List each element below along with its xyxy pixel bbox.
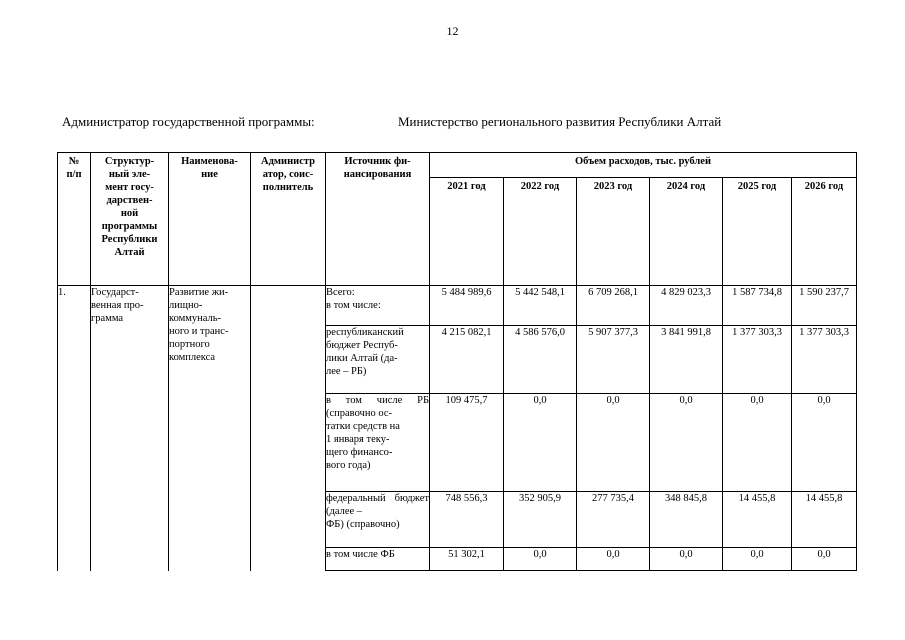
source-label: в том числе РБ (справочно ос- татки средств на 1 января теку- щего финансо- вого года) <box>326 394 430 492</box>
value-cell: 14 455,8 <box>792 492 857 548</box>
value-cell: 0,0 <box>650 548 723 571</box>
value-cell: 5 442 548,1 <box>504 286 577 326</box>
source-label: Всего: в том числе: <box>326 286 430 326</box>
value-cell: 0,0 <box>723 548 792 571</box>
administrator-label: Администратор государственной программы: <box>62 114 315 129</box>
value-cell: 1 377 303,3 <box>723 326 792 394</box>
row-name-text: Развитие жи- лищно- коммуналь- ного и транс- портного комплекса <box>169 287 229 363</box>
header-name-text: Наименова- ние <box>181 156 238 180</box>
value-cell: 0,0 <box>504 548 577 571</box>
value-cell: 4 586 576,0 <box>504 326 577 394</box>
header-name <box>169 153 251 286</box>
header-num <box>58 153 91 286</box>
value-cell: 0,0 <box>792 548 857 571</box>
header-year-2026: 2026 год <box>792 178 857 286</box>
administrator-value: Министерство регионального развития Республики Алтай <box>398 114 722 129</box>
value-cell: 5 484 989,6 <box>430 286 504 326</box>
value-cell: 0,0 <box>792 394 857 492</box>
value-cell: 1 377 303,3 <box>792 326 857 394</box>
value-cell: 109 475,7 <box>430 394 504 492</box>
value-cell: 0,0 <box>504 394 577 492</box>
row-name <box>169 286 251 571</box>
value-cell: 352 905,9 <box>504 492 577 548</box>
source-label: федеральный бюджет (далее – ФБ) (справочно) <box>326 492 430 548</box>
row-num <box>58 286 91 571</box>
value-cell: 748 556,3 <box>430 492 504 548</box>
header-year-2025: 2025 год <box>723 178 792 286</box>
header-source <box>326 153 430 286</box>
row-admin <box>251 286 326 571</box>
value-cell: 348 845,8 <box>650 492 723 548</box>
value-cell: 4 829 023,3 <box>650 286 723 326</box>
header-year-2023: 2023 год <box>577 178 650 286</box>
source-label: в том числе ФБ <box>326 548 430 571</box>
value-cell: 5 907 377,3 <box>577 326 650 394</box>
budget-table <box>57 152 857 571</box>
value-cell: 4 215 082,1 <box>430 326 504 394</box>
value-cell: 0,0 <box>577 548 650 571</box>
header-admin-text: Администр атор, соис- полнитель <box>261 156 315 193</box>
source-label: республиканский бюджет Респуб- лики Алтай (да- лее – РБ) <box>326 326 430 394</box>
table-row <box>58 286 857 326</box>
header-volume: Объем расходов, тыс. рублей <box>430 153 857 178</box>
value-cell: 3 841 991,8 <box>650 326 723 394</box>
value-cell: 0,0 <box>723 394 792 492</box>
header-struct <box>91 153 169 286</box>
header-source-text: Источник фи- нансирования <box>343 156 412 180</box>
value-cell: 0,0 <box>577 394 650 492</box>
page-number: 12 <box>446 24 459 38</box>
header-admin <box>251 153 326 286</box>
value-cell: 51 302,1 <box>430 548 504 571</box>
row-num-text: 1. <box>58 287 66 298</box>
header-struct-text: Структур- ный эле- мент госу- дарствен- ной программы Республики Алтай <box>101 156 158 258</box>
header-num-text: № п/п <box>66 156 82 180</box>
row-struct-text: Государст- венная про- грамма <box>91 287 144 324</box>
header-year-2022: 2022 год <box>504 178 577 286</box>
row-struct <box>91 286 169 571</box>
value-cell: 0,0 <box>650 394 723 492</box>
value-cell: 14 455,8 <box>723 492 792 548</box>
value-cell: 6 709 268,1 <box>577 286 650 326</box>
value-cell: 1 587 734,8 <box>723 286 792 326</box>
value-cell: 1 590 237,7 <box>792 286 857 326</box>
header-year-2024: 2024 год <box>650 178 723 286</box>
value-cell: 277 735,4 <box>577 492 650 548</box>
header-year-2021: 2021 год <box>430 178 504 286</box>
